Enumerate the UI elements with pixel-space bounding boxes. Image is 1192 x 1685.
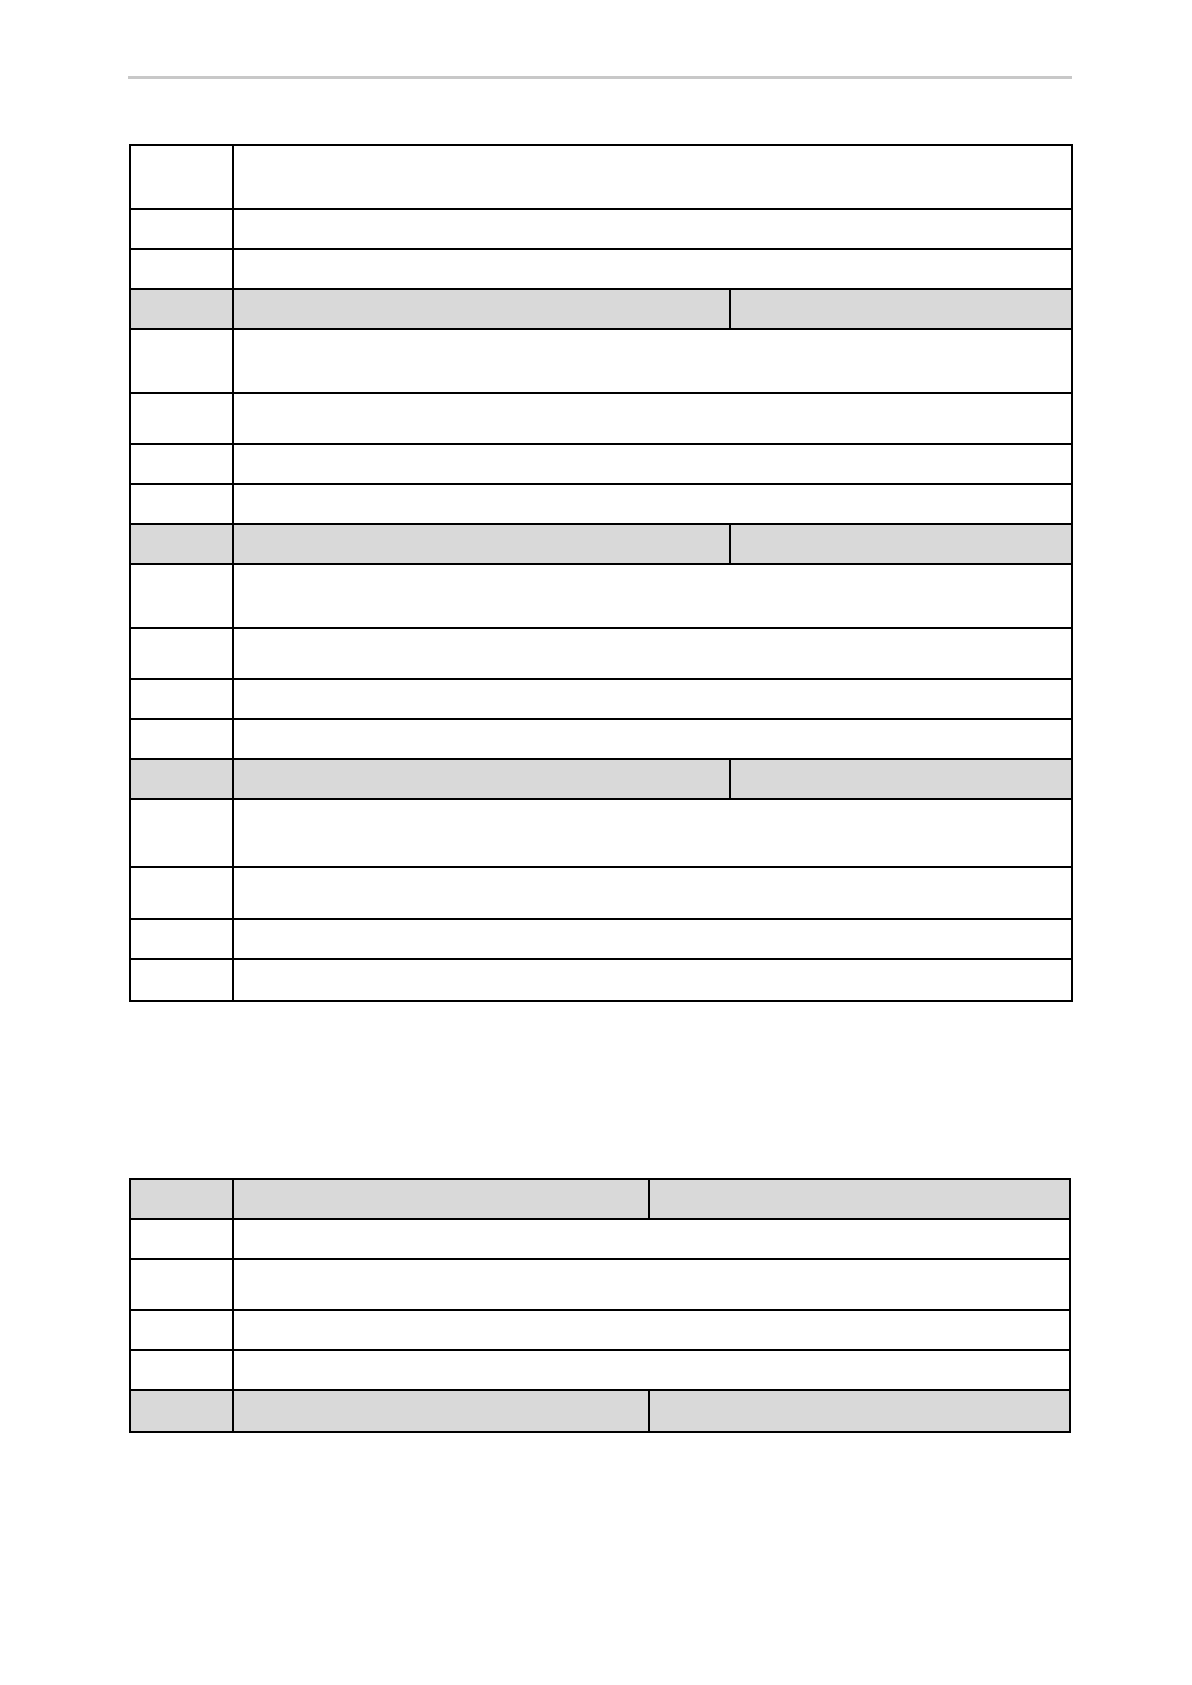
row-label xyxy=(130,679,233,719)
table-row xyxy=(130,719,1072,759)
row-label xyxy=(130,919,233,959)
table-row xyxy=(130,799,1072,867)
table-header-row xyxy=(130,1390,1070,1432)
row-value xyxy=(233,867,1072,919)
row-value xyxy=(233,1350,1070,1390)
row-label xyxy=(130,444,233,484)
table-row xyxy=(130,1350,1070,1390)
header-cell xyxy=(649,1179,1070,1219)
table-row xyxy=(130,209,1072,249)
row-value xyxy=(233,1259,1070,1310)
row-label xyxy=(130,209,233,249)
table-header-row xyxy=(130,1179,1070,1219)
row-label xyxy=(130,959,233,1001)
header-cell xyxy=(233,1390,649,1432)
row-value xyxy=(233,444,1072,484)
spec-table-two xyxy=(129,1178,1071,1433)
row-label xyxy=(130,1350,233,1390)
row-label xyxy=(130,564,233,628)
row-label xyxy=(130,145,233,209)
table-row xyxy=(130,393,1072,444)
header-cell xyxy=(233,1179,649,1219)
row-label xyxy=(130,799,233,867)
row-value xyxy=(233,799,1072,867)
table-row xyxy=(130,1310,1070,1350)
row-value xyxy=(233,209,1072,249)
table-row xyxy=(130,444,1072,484)
table-row xyxy=(130,1219,1070,1259)
row-value xyxy=(233,145,1072,209)
table-row xyxy=(130,564,1072,628)
table-row xyxy=(130,867,1072,919)
row-label xyxy=(130,393,233,444)
row-value xyxy=(233,484,1072,524)
table-row xyxy=(130,679,1072,719)
table-row xyxy=(130,1259,1070,1310)
header-rule xyxy=(128,76,1072,79)
row-value xyxy=(233,959,1072,1001)
table-row xyxy=(130,628,1072,679)
table-header-row xyxy=(130,759,1072,799)
row-label xyxy=(130,628,233,679)
table-row xyxy=(130,145,1072,209)
header-cell xyxy=(649,1390,1070,1432)
row-value xyxy=(233,1310,1070,1350)
row-value xyxy=(233,329,1072,393)
header-cell xyxy=(233,759,730,799)
header-cell xyxy=(233,289,730,329)
row-label xyxy=(130,1259,233,1310)
table-row xyxy=(130,959,1072,1001)
spec-table-one xyxy=(129,144,1073,1002)
table-row xyxy=(130,484,1072,524)
row-label xyxy=(130,484,233,524)
table-row xyxy=(130,919,1072,959)
header-cell xyxy=(130,1390,233,1432)
row-value xyxy=(233,1219,1070,1259)
header-cell xyxy=(130,759,233,799)
row-value xyxy=(233,719,1072,759)
row-label xyxy=(130,867,233,919)
table-row xyxy=(130,249,1072,289)
header-cell xyxy=(233,524,730,564)
header-cell xyxy=(130,524,233,564)
row-label xyxy=(130,249,233,289)
row-value xyxy=(233,919,1072,959)
table-header-row xyxy=(130,289,1072,329)
row-label xyxy=(130,1219,233,1259)
header-cell xyxy=(730,524,1072,564)
table-row xyxy=(130,329,1072,393)
row-value xyxy=(233,249,1072,289)
row-label xyxy=(130,329,233,393)
row-value xyxy=(233,628,1072,679)
header-cell xyxy=(130,1179,233,1219)
row-value xyxy=(233,679,1072,719)
row-label xyxy=(130,1310,233,1350)
header-cell xyxy=(730,289,1072,329)
row-value xyxy=(233,393,1072,444)
table-header-row xyxy=(130,524,1072,564)
header-cell xyxy=(130,289,233,329)
row-label xyxy=(130,719,233,759)
header-cell xyxy=(730,759,1072,799)
row-value xyxy=(233,564,1072,628)
